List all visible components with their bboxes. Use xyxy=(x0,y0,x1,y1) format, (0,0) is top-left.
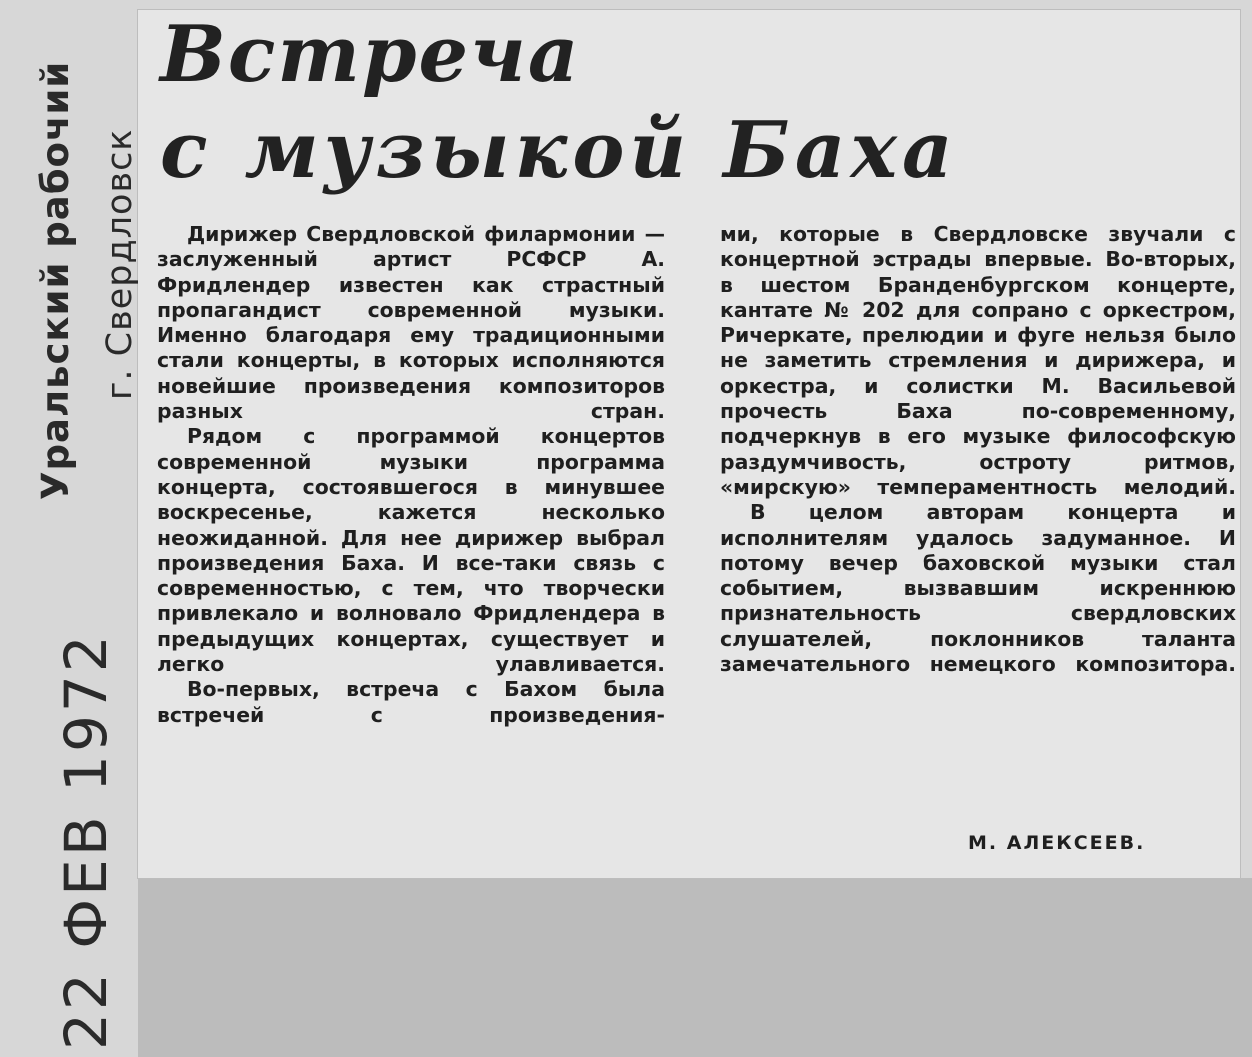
city-stamp: г. Свердловск xyxy=(100,128,140,400)
headline-line-1: Встреча xyxy=(160,9,581,100)
backing-paper xyxy=(138,878,1252,1057)
headline-line-2: с музыкой Баха xyxy=(160,105,958,196)
paragraph: Дирижер Свердловской филармонии — заслуженный артист РСФСР А. Фридлендер известен как страстный пропагандист современной музыки. Именно благодаря ему традиционными стали концерты, в которых исполняются новейшие произведения композиторов разных стран. xyxy=(157,222,665,424)
newspaper-name-stamp: Уральский рабочий xyxy=(34,60,77,500)
article-author: М. АЛЕКСЕЕВ. xyxy=(968,832,1146,854)
article-column-right xyxy=(720,222,1236,677)
article-column-left xyxy=(157,222,665,728)
paragraph: Рядом с программой концертов современной музыки программа концерта, состоявшегося в минувшее воскресенье, кажется несколько неожиданной. Для нее дирижер выбрал произведения Баха. И все-таки связь с современностью, с тем, что творчески привлекало и волновало Фридлендера в предыдущих концертах, существует и легко улавливается. xyxy=(157,424,665,677)
date-stamp: 22 ФЕВ 1972 xyxy=(52,632,120,1050)
paragraph: ми, которые в Свердловске звучали с концертной эстрады впервые. Во-вторых, в шестом Бранденбургском концерте, кантате № 202 для сопрано с оркестром, Ричеркате, прелюдии и фуге нельзя было не заметить стремления и дирижера, и оркестра, и солистки М. Васильевой прочесть Баха по-современному, подчеркнув в его музыке философскую раздумчивость, остроту ритмов, «мирскую» темпераментность мелодий. xyxy=(720,222,1236,499)
paragraph: Во-первых, встреча с Бахом была встречей с произведения- xyxy=(157,677,665,727)
paragraph: В целом авторам концерта и исполнителям удалось задуманное. И потому вечер баховской музыки стал событием, вызвавшим искреннюю признательность свердловских слушателей, поклонников таланта замечательного немецкого композитора. xyxy=(720,500,1236,677)
